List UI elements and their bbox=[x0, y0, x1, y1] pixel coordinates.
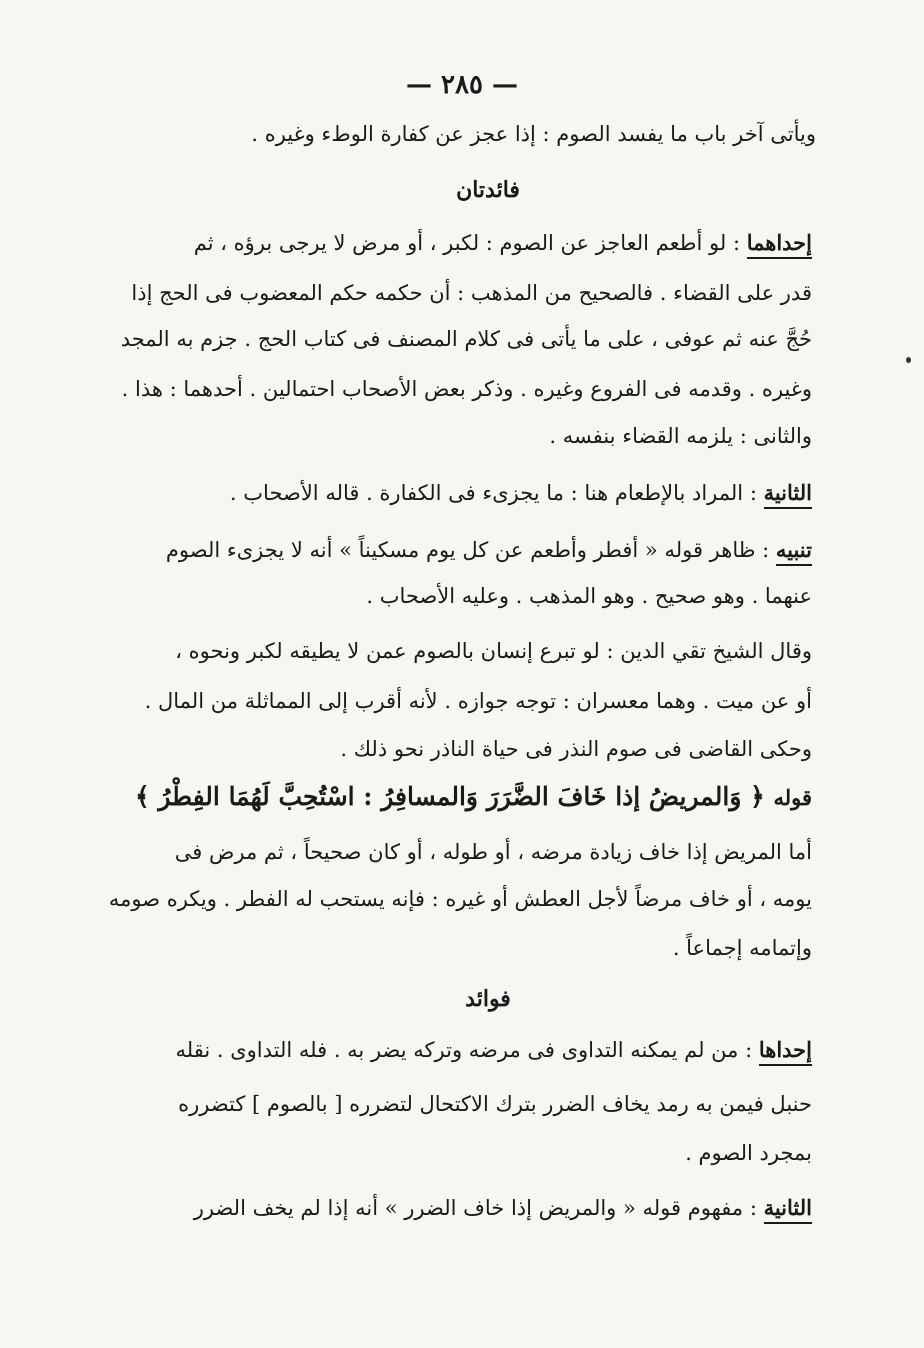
text-line bbox=[164, 1183, 812, 1233]
paragraph-label: قوله bbox=[773, 785, 812, 810]
paragraph-text: : مفهوم قوله « والمريض إذا خاف الضرر » أنه إذا لم يخف الضرر bbox=[193, 1196, 764, 1220]
text-line bbox=[164, 1025, 812, 1075]
text-line: وحكى القاضى فى صوم النذر فى حياة الناذر نحو ذلك . bbox=[340, 737, 812, 761]
text-line: وقال الشيخ تقي الدين : لو تبرع إنسان بالصوم عمن لا يطيقه لكبر ونحوه ، bbox=[175, 639, 812, 663]
text-line: حنبل فيمن به رمد يخاف الضرر بترك الاكتحال لتضرره [ بالصوم ] كتضرره bbox=[178, 1092, 812, 1116]
paragraph-label: إحداها bbox=[759, 1037, 812, 1066]
paragraph-label: إحداهما bbox=[747, 230, 812, 259]
quoted-verse: ﴿ وَالمريضُ إذا خَافَ الضَّرَرَ وَالمسافِرُ : اسْتُحِبَّ لَهُمَا الفِطْرُ ﴾ bbox=[135, 782, 774, 811]
paragraph-label: الثانية bbox=[764, 1195, 812, 1224]
text-line bbox=[135, 772, 812, 823]
text-line: حُجَّ عنه ثم عوفى ، على ما يأتى فى كلام المصنف فى كتاب الحج . جزم به المجد bbox=[120, 327, 812, 351]
text-line: وإتمامه إجماعاً . bbox=[672, 936, 812, 960]
paragraph-text: : ظاهر قوله « أفطر وأطعم عن كل يوم مسكيناً » أنه لا يجزىء الصوم bbox=[165, 538, 776, 562]
text-line: أو عن ميت . وهما معسران : توجه جوازه . لأنه أقرب إلى المماثلة من المال . bbox=[144, 689, 812, 713]
text-line: ويأتى آخر باب ما يفسد الصوم : إذا عجز عن كفارة الوطء وغيره . bbox=[251, 122, 816, 146]
paragraph-text: : من لم يمكنه التداوى فى مرضه وتركه يضر به . فله التداوى . نقله bbox=[175, 1038, 759, 1062]
margin-mark bbox=[906, 357, 911, 363]
text-line: قدر على القضاء . فالصحيح من المذهب : أن حكمه حكم المعضوب فى الحج إذا bbox=[131, 281, 812, 305]
text-line bbox=[164, 468, 812, 518]
text-line: وغيره . وقدمه فى الفروع وغيره . وذكر بعض الأصحاب احتمالين . أحدهما : هذا . bbox=[121, 377, 812, 401]
text-line: والثانى : يلزمه القضاء بنفسه . bbox=[549, 424, 812, 448]
paragraph-text: : المراد بالإطعام هنا : ما يجزىء فى الكفارة . قاله الأصحاب . bbox=[229, 481, 764, 505]
page-number: — ٢٨٥ — bbox=[405, 70, 519, 100]
text-line bbox=[164, 218, 812, 268]
section-heading: فوائد bbox=[465, 986, 511, 1012]
text-line bbox=[164, 525, 812, 575]
paragraph-label: الثانية bbox=[764, 480, 812, 509]
text-line: أما المريض إذا خاف زيادة مرضه ، أو طوله ، أو كان صحيحاً ، ثم مرض فى bbox=[174, 840, 812, 864]
text-line: يومه ، أو خاف مرضاً لأجل العطش أو غيره : فإنه يستحب له الفطر . ويكره صومه bbox=[108, 887, 812, 911]
text-line: بمجرد الصوم . bbox=[685, 1141, 812, 1165]
paragraph-label: تنبيه bbox=[776, 537, 812, 566]
paragraph-text: : لو أطعم العاجز عن الصوم : لكبر ، أو مرض لا يرجى برؤه ، ثم bbox=[193, 231, 747, 255]
section-heading: فائدتان bbox=[456, 177, 520, 203]
text-line: عنهما . وهو صحيح . وهو المذهب . وعليه الأصحاب . bbox=[366, 584, 812, 608]
